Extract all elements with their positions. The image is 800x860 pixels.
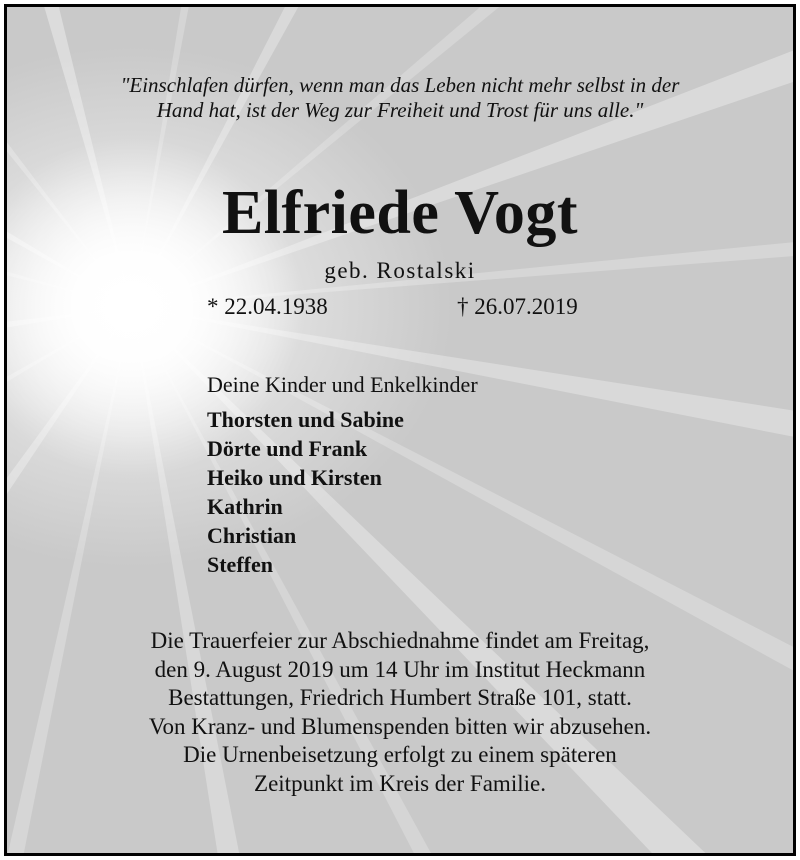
quote-line: Hand hat, ist der Weg zur Freiheit und Trost für uns alle." [156,98,644,122]
quote-line: "Einschlafen dürfen, wenn man das Leben nicht mehr selbst in der [120,73,680,97]
deceased-name: Elfriede Vogt [221,179,579,247]
ceremony-line: Die Trauerfeier zur Abschiednahme findet am Freitag, [150,628,650,653]
birth-date: * 22.04.1938 [207,294,328,319]
family-member: Kathrin [207,494,283,519]
ceremony-line: Zeitpunkt im Kreis der Familie. [254,770,546,796]
obituary-notice [4,4,796,856]
death-date: † 26.07.2019 [457,294,578,319]
family-member: Thorsten und Sabine [207,407,404,432]
ceremony-line: Bestattungen, Friedrich Humbert Straße 101, statt. [168,685,632,710]
notice-content [7,7,793,853]
family-member: Heiko und Kirsten [207,465,382,490]
memorial-quote [7,73,793,123]
family-member: Christian [207,523,297,548]
ceremony-line: Die Urnenbeisetzung erfolgt zu einem späteren [183,742,617,767]
family-member: Dörte und Frank [207,436,368,461]
birth-name: geb. Rostalski [324,258,476,283]
family-intro: Deine Kinder und Enkelkinder [207,372,478,397]
ceremony-line: Von Kranz- und Blumenspenden bitten wir abzusehen. [148,713,652,739]
ceremony-info [7,627,793,798]
family-list [207,405,404,579]
family-member: Steffen [207,552,273,577]
ceremony-line: den 9. August 2019 um 14 Uhr im Institut Heckmann [154,656,646,682]
